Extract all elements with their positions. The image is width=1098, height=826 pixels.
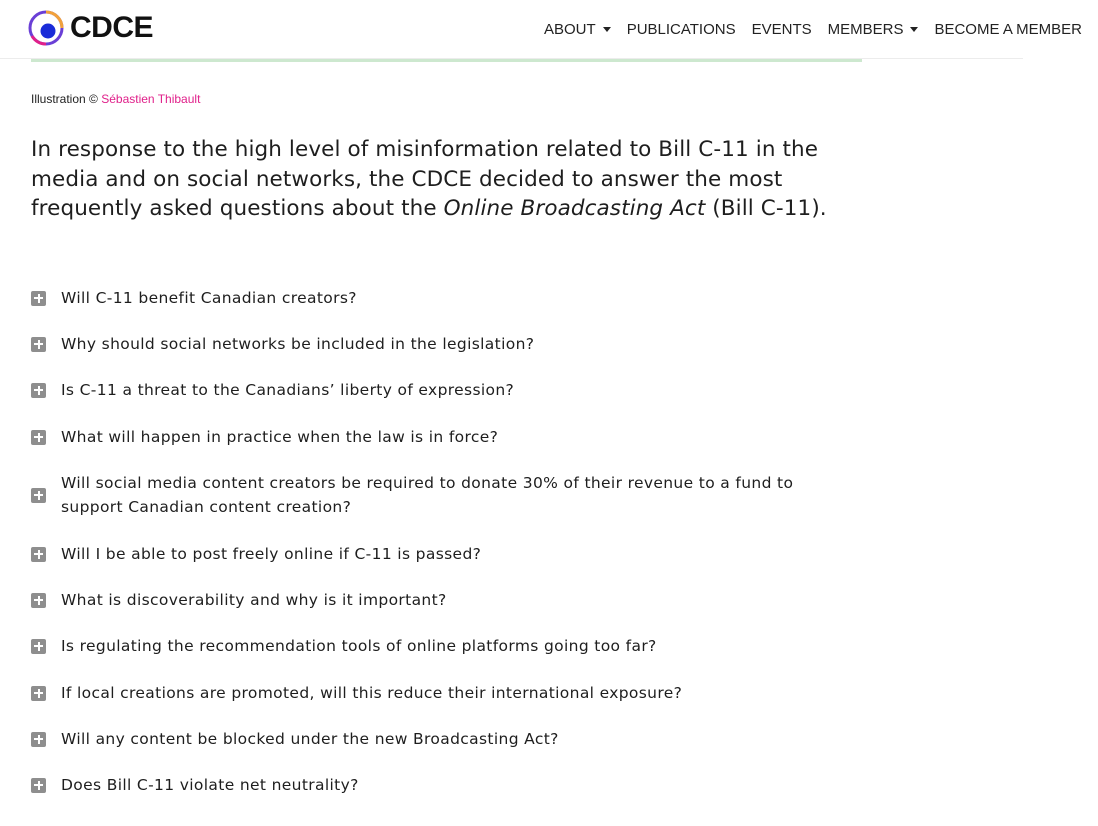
credit-author-link[interactable]: Sébastien Thibault: [101, 92, 201, 106]
nav-about[interactable]: [544, 21, 611, 38]
cdce-logo-icon: [28, 10, 64, 46]
expand-plus-icon[interactable]: [31, 639, 46, 654]
expand-plus-icon[interactable]: [31, 337, 46, 352]
faq-question[interactable]: If local creations are promoted, will this reduce their international exposure?: [61, 684, 683, 702]
header-divider: [31, 59, 862, 62]
faq-item[interactable]: [31, 471, 811, 519]
intro-emphasis: Online Broadcasting Act: [443, 196, 706, 221]
expand-plus-icon[interactable]: [31, 291, 46, 306]
faq-question[interactable]: What will happen in practice when the law is in force?: [61, 428, 499, 446]
faq-question[interactable]: Is C-11 a threat to the Canadians’ liberty of expression?: [61, 381, 515, 399]
expand-plus-icon[interactable]: [31, 383, 46, 398]
nav-members-label: MEMBERS: [827, 20, 904, 38]
faq-item[interactable]: [31, 588, 447, 612]
nav-publications[interactable]: [627, 21, 736, 38]
nav-about-label: ABOUT: [544, 20, 596, 38]
caret-down-icon: [603, 27, 611, 32]
faq-item[interactable]: [31, 681, 682, 705]
expand-plus-icon[interactable]: [31, 732, 46, 747]
faq-question[interactable]: Does Bill C-11 violate net neutrality?: [61, 776, 359, 794]
expand-plus-icon[interactable]: [31, 686, 46, 701]
faq-question[interactable]: Why should social networks be included in the legislation?: [61, 335, 535, 353]
expand-plus-icon[interactable]: [31, 593, 46, 608]
faq-item[interactable]: [31, 634, 657, 658]
intro-text-after: (Bill C-11).: [705, 196, 827, 221]
faq-item[interactable]: [31, 727, 559, 751]
site-logo[interactable]: [28, 8, 153, 48]
credit-prefix: Illustration ©: [31, 92, 98, 106]
faq-question[interactable]: Is regulating the recommendation tools of online platforms going too far?: [61, 637, 657, 655]
intro-text-before: In response to the high level of misinformation related to Bill C-11 in the media and on social networks, the CDCE decided to answer the most frequently asked questions about the: [31, 137, 819, 221]
faq-question[interactable]: Will C-11 benefit Canadian creators?: [61, 289, 357, 307]
site-header: [0, 0, 1083, 59]
faq-item[interactable]: [31, 773, 359, 797]
brand-name: CDCE: [70, 11, 154, 44]
faq-item[interactable]: [31, 425, 498, 449]
nav-members[interactable]: [828, 21, 919, 38]
nav-publications-label: PUBLICATIONS: [626, 20, 736, 38]
faq-question[interactable]: What is discoverability and why is it important?: [61, 591, 447, 609]
faq-item[interactable]: [31, 286, 357, 310]
faq-question[interactable]: Will I be able to post freely online if C-11 is passed?: [61, 545, 482, 563]
expand-plus-icon[interactable]: [31, 488, 46, 503]
nav-events-label: EVENTS: [751, 20, 812, 38]
expand-plus-icon[interactable]: [31, 547, 46, 562]
expand-plus-icon[interactable]: [31, 778, 46, 793]
illustration-credit: [31, 92, 200, 106]
caret-down-icon: [910, 27, 918, 32]
faq-question[interactable]: Will social media content creators be required to donate 30% of their revenue to a fund to support Canadian content creation?: [61, 474, 794, 516]
nav-become-member[interactable]: [934, 21, 1082, 38]
faq-item[interactable]: [31, 378, 514, 402]
intro-paragraph: [31, 135, 851, 224]
nav-events[interactable]: [752, 21, 812, 38]
nav-become-member-label: BECOME A MEMBER: [934, 20, 1083, 38]
faq-item[interactable]: [31, 542, 481, 566]
faq-item[interactable]: [31, 332, 534, 356]
faq-question[interactable]: Will any content be blocked under the new Broadcasting Act?: [61, 730, 559, 748]
main-nav: [544, 0, 1098, 58]
expand-plus-icon[interactable]: [31, 430, 46, 445]
